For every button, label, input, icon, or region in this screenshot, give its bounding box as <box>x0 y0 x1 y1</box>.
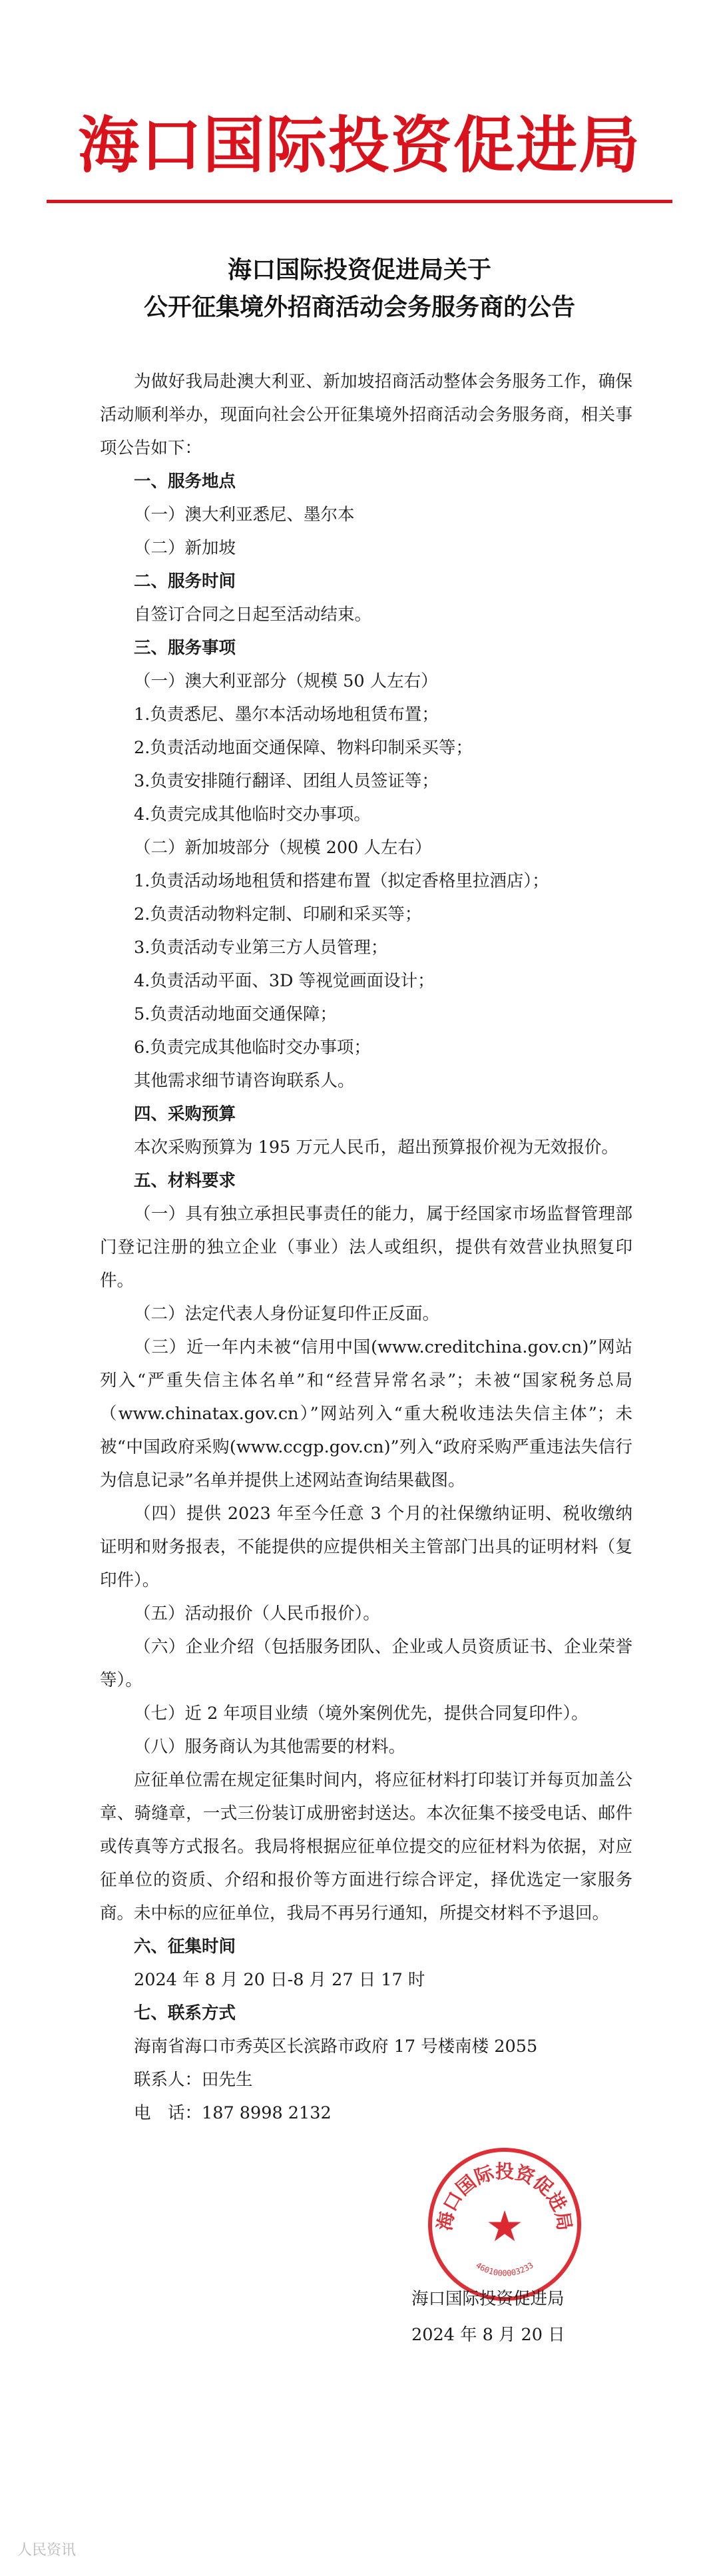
list-item: （一）澳大利亚悉尼、墨尔本 <box>134 505 355 525</box>
sub-heading: （二）新加坡部分（规模 200 人左右） <box>134 838 432 858</box>
section-heading: 三、服务事项 <box>134 638 236 658</box>
list-item: 6.负责完成其他临时交办事项； <box>134 1038 371 1058</box>
contact-phone: 电 话：187 8998 2132 <box>134 2103 332 2123</box>
agency-title: 海口国际投资促进局 <box>77 109 641 181</box>
document-body <box>100 365 632 2130</box>
section-heading: 六、征集时间 <box>134 1937 236 1957</box>
watermark: 人民资讯 <box>17 2542 77 2559</box>
title-line-2: 公开征集境外招商活动会务服务商的公告 <box>143 294 575 321</box>
official-seal-icon <box>425 2144 585 2304</box>
paragraph: 本次采购预算为 195 万元人民币，超出预算报价视为无效报价。 <box>134 1137 618 1157</box>
contact-person: 联系人：田先生 <box>134 2070 253 2090</box>
list-item: 1.负责悉尼、墨尔本活动场地租赁布置； <box>134 705 439 725</box>
section-heading: 四、采购预算 <box>134 1104 236 1124</box>
letterhead <box>0 0 719 208</box>
requirement-item: （七）近 2 年项目业绩（境外案例优先，提供合同复印件）。 <box>134 1704 589 1724</box>
requirement-item: （三）近一年内未被“信用中国(www.creditchina.gov.cn)”网站列入“严重失信主体名单”和“经营异常名录”；未被“国家税务总局（www.chinatax.gov.cn）”网站列入“重大税收违法失信主体”；未被“中国政府采购(www.ccgp.gov.cn)”列入“政府采购严重违法失信行为信息记录”名单并提供上述网站查询结果截图。 <box>100 1337 632 1490</box>
list-item: 4.负责完成其他临时交办事项。 <box>134 805 371 824</box>
list-item: 2.负责活动物料定制、印刷和采买等； <box>134 904 422 924</box>
list-item: 5.负责活动地面交通保障； <box>134 1004 337 1024</box>
signature-org: 海口国际投资促进局 <box>411 2289 565 2309</box>
list-item: 4.负责活动平面、3D 等视觉画面设计； <box>134 971 435 991</box>
list-item: 3.负责安排随行翻译、团组人员签证等； <box>134 771 439 791</box>
svg-text:★: ★ <box>485 2202 524 2252</box>
section-heading: 一、服务地点 <box>134 472 236 491</box>
title-line-1: 海口国际投资促进局关于 <box>227 256 491 284</box>
svg-text:4601000003233 <box>474 2260 535 2278</box>
list-item: 3.负责活动专业第三方人员管理； <box>134 938 388 958</box>
section-heading: 五、材料要求 <box>134 1171 236 1191</box>
requirement-item: （四）提供 2023 年至今任意 3 个月的社保缴纳证明、税收缴纳证明和财务报表，不能提供的应提供相关主管部门出具的证明材料（复印件）。 <box>100 1504 632 1590</box>
list-item: 2.负责活动地面交通保障、物料印制采买等； <box>134 738 473 758</box>
requirement-item: （一）具有独立承担民事责任的能力，属于经国家市场监督管理部门登记注册的独立企业（事业）法人或组织，提供有效营业执照复印件。 <box>100 1204 632 1291</box>
seal-text: 海口国际投资促进局 <box>433 2160 576 2232</box>
section-heading: 二、服务时间 <box>134 571 236 591</box>
list-item: 1.负责活动场地租赁和搭建布置（拟定香格里拉酒店）； <box>134 871 549 891</box>
requirement-item: （五）活动报价（人民币报价）。 <box>134 1604 380 1624</box>
paragraph: 2024 年 8 月 20 日-8 月 27 日 17 时 <box>134 1970 425 1990</box>
note: 其他需求细节请咨询联系人。 <box>134 1071 355 1091</box>
document-title <box>0 252 719 326</box>
section-heading: 七、联系方式 <box>134 2003 236 2023</box>
requirement-item: （八）服务商认为其他需要的材料。 <box>134 1737 406 1757</box>
seal-number: 4601000003233 <box>474 2260 535 2278</box>
signature-date: 2024 年 8 月 20 日 <box>411 2325 565 2345</box>
requirement-item: （六）企业介绍（包括服务团队、企业或人员资质证书、企业荣誉等）。 <box>100 1637 632 1690</box>
paragraph: 应征单位需在规定征集时间内，将应征材料打印装订并每页加盖公章、骑缝章，一式三份装订成册密封送达。本次征集不接受电话、邮件或传真等方式报名。我局将根据应征单位提交的应征材料为依据，对应征单位的资质、介绍和报价等方面进行综合评定，择优选定一家服务商。未中标的应征单位，我局不再另行通知，所提交材料不予退回。 <box>100 1770 632 1923</box>
requirement-item: （二）法定代表人身份证复印件正反面。 <box>134 1304 440 1324</box>
contact-address: 海南省海口市秀英区长滨路市政府 17 号楼南楼 2055 <box>134 2037 538 2057</box>
sub-heading: （一）澳大利亚部分（规模 50 人左右） <box>134 671 438 691</box>
intro-paragraph: 为做好我局赴澳大利亚、新加坡招商活动整体会务服务工作，确保活动顺利举办，现面向社会公开征集境外招商活动会务服务商，相关事项公告如下： <box>100 372 632 458</box>
paragraph: 自签订合同之日起至活动结束。 <box>134 605 372 625</box>
list-item: （二）新加坡 <box>134 538 236 558</box>
red-divider <box>47 200 672 203</box>
